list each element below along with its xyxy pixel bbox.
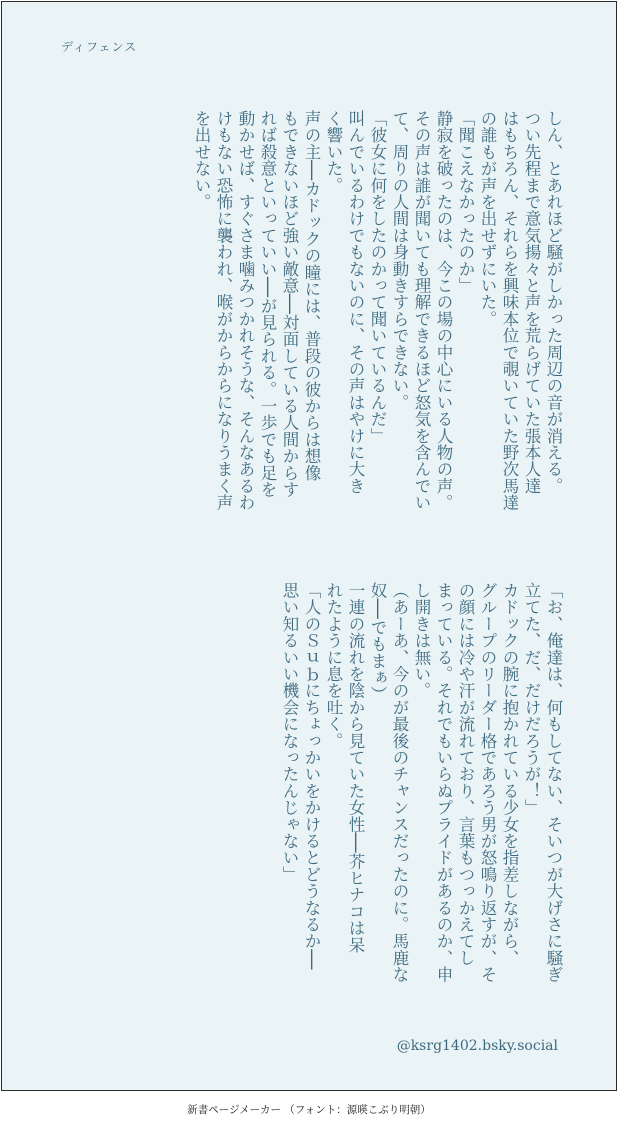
text-line: れたように息を吐く。 — [324, 582, 343, 749]
text-line: く響いた。 — [324, 110, 343, 194]
text-line: 「お、俺達は、何もしてない、そいつが大げさに騒ぎ — [544, 582, 563, 983]
text-line: けもない恐怖に襲われ、喉がからからになりうまく声 — [214, 110, 233, 511]
novel-page — [1, 1, 617, 1091]
text-line: 「人のＳｕｂにちょっかいをかけるとどうなるか── — [302, 582, 321, 970]
text-block-lower — [278, 582, 564, 982]
generator-credit: 新書ページメーカー （フォント：源暎こぶり明朝） — [187, 1104, 431, 1116]
text-line: て、周りの人間は身動きすらできない。 — [390, 110, 409, 411]
text-line: れば殺意といっていい──が見られる。一歩でも足を — [258, 110, 277, 498]
text-line: 声の主──カドックの瞳には、普段の彼からは想像 — [302, 110, 321, 481]
text-line: の誰もが声を出せずにいた。 — [478, 110, 497, 328]
text-line: グループのリーダー格であろう男が怒鳴り返すが、そ — [478, 582, 497, 983]
author-handle: @ksrg1402.bsky.social — [396, 1038, 558, 1054]
text-line: 動かせば、すぐさま噛みつかれそうな、そんなあるわ — [236, 110, 255, 511]
text-block-upper — [190, 110, 564, 530]
text-line: 「彼女に何をしたのかって聞いているんだ」 — [368, 110, 387, 444]
text-line: 「聞こえなかったのか」 — [456, 110, 475, 294]
text-line: カドックの腕に抱かれている少女を指差しながら、 — [500, 582, 519, 967]
text-line: つい先程まで意気揚々と声を荒らげていた張本人達 — [522, 110, 541, 495]
page-title: ディフェンス — [61, 40, 138, 54]
text-line: はもちろん、それらを興味本位で覗いていた野次馬達 — [500, 110, 519, 511]
text-line: まっている。それでもいらぬプライドがあるのか、申 — [434, 582, 453, 983]
text-line: を出せない。 — [192, 110, 211, 211]
text-line: 立てた、だ、だけだろうが！」 — [522, 582, 541, 816]
text-line: の顔には冷や汗が流れており、言葉もつっかえてし — [456, 582, 475, 967]
text-line: 奴──でもまぁ） — [368, 582, 387, 703]
text-line: もできないほど強い敵意──対面している人間からす — [280, 110, 299, 498]
text-line: 思い知るいい機会になったんじゃない」 — [280, 582, 299, 883]
text-line: 一連の流れを陰から見ていた女性──芥ヒナコは呆 — [346, 582, 365, 953]
text-line: （あーあ、今のが最後のチャンスだったのに。馬鹿な — [390, 582, 409, 983]
text-line: し開きは無い。 — [412, 582, 431, 699]
text-line: しん、とあれほど騒がしかった周辺の音が消える。 — [544, 110, 563, 495]
text-line: 叫んでいるわけでもないのに、その声はやけに大き — [346, 110, 365, 495]
text-line: 静寂を破ったのは、今この場の中心にいる人物の声。 — [434, 110, 453, 511]
text-line: その声は誰が聞いても理解できるほど怒気を含んでい — [412, 110, 431, 511]
